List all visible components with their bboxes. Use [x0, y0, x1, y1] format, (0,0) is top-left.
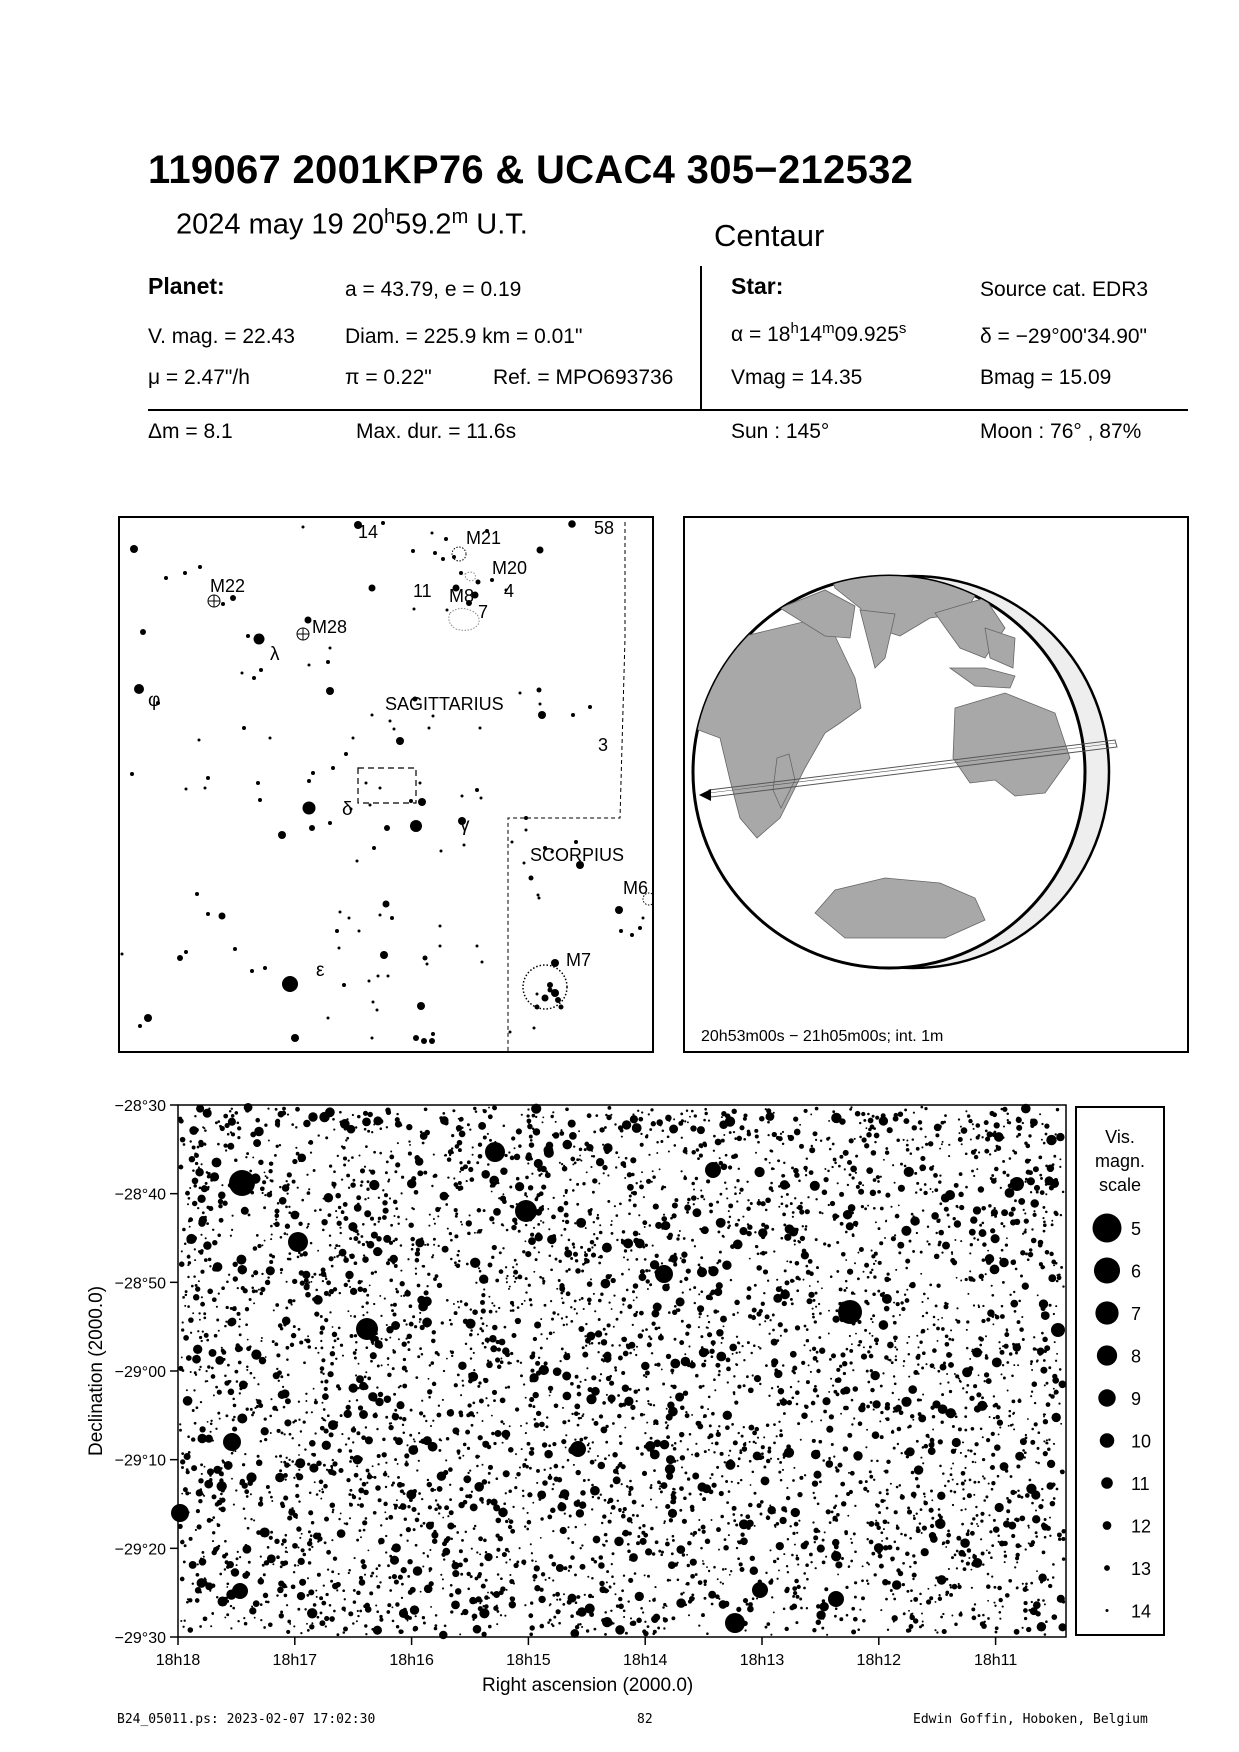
finder-star [389, 720, 392, 723]
legend-symbol [1098, 1389, 1115, 1406]
finder-star [121, 953, 124, 956]
finder-star [198, 739, 201, 742]
finder-star [574, 840, 578, 844]
finder-star [369, 585, 376, 592]
globe-caption: 20h53m00s − 21h05m00s; int. 1m [701, 1028, 944, 1045]
finder-star [476, 945, 479, 948]
finder-star [588, 705, 592, 709]
finder-star [536, 993, 539, 996]
finder-star [377, 975, 380, 978]
finder-star [429, 1038, 435, 1044]
label-lambda: λ [270, 644, 280, 665]
sun-elongation: Sun : 145° [731, 420, 830, 443]
table-rule [148, 409, 1188, 411]
finder-star [308, 664, 311, 667]
planet-orbit: a = 43.79, e = 0.19 [345, 278, 522, 301]
globe-svg [685, 518, 1187, 1051]
moon-info: Moon : 76° , 87% [980, 420, 1142, 443]
label-scorpius: SCORPIUS [530, 845, 625, 865]
planet-vmag: V. mag. = 22.43 [148, 325, 295, 348]
label-3: 3 [598, 735, 609, 755]
legend-mag-label: 5 [1131, 1219, 1142, 1239]
finder-star [250, 969, 254, 973]
finder-star [432, 715, 435, 718]
finder-star [393, 728, 396, 731]
finder-star [348, 917, 351, 920]
x-tick-label: 18h14 [622, 1652, 668, 1669]
footer-author: Edwin Goffin, Hoboken, Belgium [913, 1712, 1148, 1727]
finder-star [571, 713, 575, 717]
label-sagittarius: SAGITTARIUS [385, 694, 504, 714]
finder-star [221, 602, 225, 606]
legend-mag-label: 7 [1131, 1304, 1142, 1324]
finder-star [307, 779, 311, 783]
delta-mag: Δm = 8.1 [148, 420, 233, 443]
finder-star [177, 955, 183, 961]
finder-star [409, 799, 413, 803]
finder-star [134, 684, 144, 694]
finder-star [537, 547, 544, 554]
finder-star [413, 1035, 419, 1041]
finder-star [384, 825, 390, 831]
finder-chart-svg [120, 518, 652, 1051]
finder-star [619, 929, 623, 933]
finder-star [396, 737, 404, 745]
finder-star [198, 565, 202, 569]
finder-star [371, 714, 374, 717]
finder-star [642, 917, 645, 920]
label-m22: M22 [210, 576, 246, 596]
finder-star [433, 551, 437, 555]
finder-star [184, 950, 188, 954]
footer-page: 82 [637, 1712, 653, 1727]
star-field-frame [178, 1105, 1066, 1637]
finder-star [551, 959, 559, 967]
finder-star [542, 995, 549, 1002]
legend-mag-label: 8 [1131, 1346, 1142, 1367]
finder-star [311, 771, 315, 775]
page-title: 119067 2001KP76 & UCAC4 305−212532 [148, 148, 914, 192]
label-m28: M28 [312, 617, 348, 637]
label-7: 7 [478, 602, 489, 622]
y-tick-label: −28°50 [114, 1275, 166, 1293]
finder-chart [118, 516, 654, 1053]
finder-star [390, 916, 394, 920]
finder-star [246, 634, 250, 638]
finder-star [387, 975, 390, 978]
finder-star [380, 951, 388, 959]
finder-star [241, 672, 244, 675]
finder-star [338, 947, 341, 950]
finder-star [278, 831, 286, 839]
finder-star [630, 933, 634, 937]
finder-star [326, 660, 330, 664]
finder-star [185, 788, 188, 791]
finder-star [431, 532, 434, 535]
y-tick-label: −29°10 [114, 1452, 166, 1470]
finder-star [130, 545, 138, 553]
y-axis-label: Declination (2000.0) [86, 1285, 107, 1457]
x-tick-label: 18h17 [272, 1652, 318, 1669]
max-duration: Max. dur. = 11.6s [356, 420, 517, 443]
y-axis-ticks [115, 1098, 178, 1647]
legend-symbol [1103, 1521, 1112, 1530]
legend-symbol [1104, 1565, 1110, 1571]
label-4: 4 [504, 581, 515, 601]
legend-mag-label: 9 [1131, 1389, 1142, 1409]
planet-diam: Diam. = 225.9 km = 0.01" [345, 325, 583, 348]
star-field-chart [0, 1085, 1239, 1705]
finder-star [411, 549, 415, 553]
footer-file: B24_05011.ps: 2023-02-07 17:02:30 [117, 1712, 376, 1727]
finder-star [481, 961, 484, 964]
finder-star [615, 906, 623, 914]
legend-title-1: Vis. [1105, 1127, 1135, 1147]
finder-star [254, 634, 265, 645]
finder-star [417, 1002, 425, 1010]
finder-star [204, 787, 207, 790]
finder-star [537, 894, 540, 897]
finder-star [302, 526, 305, 529]
finder-star [441, 557, 445, 561]
finder-star [329, 647, 332, 650]
finder-star [371, 1037, 374, 1040]
finder-star [426, 963, 429, 966]
finder-star [195, 892, 199, 896]
star-delta: δ = −29°00'34.90" [980, 325, 1148, 348]
finder-star [242, 726, 246, 730]
x-tick-label: 18h15 [506, 1652, 551, 1669]
finder-star [533, 1027, 536, 1030]
finder-star [428, 727, 431, 730]
label-phi: φ [148, 690, 161, 711]
y-tick-label: −29°20 [114, 1541, 166, 1559]
label-m8: M8 [449, 586, 475, 606]
m22-globular-symbol [208, 595, 220, 607]
finder-star [263, 966, 267, 970]
finder-star [568, 520, 576, 528]
finder-star [206, 912, 210, 916]
finder-star [258, 798, 262, 802]
finder-star [344, 752, 348, 756]
finder-star [130, 772, 134, 776]
finder-star [548, 988, 553, 993]
y-tick-label: −28°40 [114, 1186, 166, 1204]
finder-star [259, 668, 263, 672]
finder-star [537, 688, 542, 693]
finder-star [381, 521, 385, 525]
label-m6: M6 [623, 878, 649, 898]
x-tick-label: 18h18 [155, 1652, 201, 1669]
finder-star [379, 787, 382, 790]
finder-star [547, 982, 553, 988]
star-source: Source cat. EDR3 [980, 278, 1149, 301]
globe-panel [683, 516, 1189, 1053]
legend-title-3: scale [1098, 1175, 1142, 1195]
legend-symbol [1093, 1214, 1122, 1243]
finder-star [206, 776, 210, 780]
object-class: Centaur [714, 218, 825, 253]
finder-star [539, 703, 542, 706]
x-tick-label: 18h12 [856, 1652, 902, 1669]
finder-star [369, 804, 372, 807]
column-divider [700, 266, 702, 410]
finder-star [538, 711, 546, 719]
legend-symbol [1095, 1301, 1118, 1324]
finder-star [305, 617, 312, 624]
legend-symbol [1106, 1609, 1109, 1612]
finder-star [459, 571, 463, 575]
constellation-boundary [508, 522, 625, 1051]
x-tick-label: 18h11 [973, 1652, 1018, 1669]
finder-star [555, 997, 561, 1003]
finder-star [418, 798, 426, 806]
finder-star [303, 802, 316, 815]
finder-star [339, 911, 342, 914]
label-11: 11 [413, 581, 432, 601]
finder-star [372, 1001, 375, 1004]
m7-cluster-symbol [523, 965, 567, 1009]
finder-star [511, 841, 514, 844]
finder-star [331, 766, 335, 770]
finder-star [372, 846, 376, 850]
x-axis-label: Right ascension (2000.0) [482, 1675, 694, 1696]
finder-star [410, 820, 422, 832]
x-axis-ticks [156, 1637, 1018, 1669]
m20-nebula-symbol [465, 572, 476, 581]
finder-star [446, 609, 449, 612]
planet-parallax: π = 0.22" [345, 366, 432, 389]
finder-star [413, 608, 416, 611]
finder-star [479, 727, 482, 730]
finder-star [638, 926, 642, 930]
finder-star [164, 576, 168, 580]
finder-star [440, 850, 443, 853]
finder-star [419, 782, 422, 785]
label-m21: M21 [466, 528, 502, 548]
finder-star [519, 692, 522, 695]
legend-symbol [1101, 1477, 1113, 1489]
planet-mu: μ = 2.47"/h [148, 366, 250, 389]
finder-star [444, 537, 448, 541]
label-14: 14 [358, 522, 379, 542]
finder-star [463, 844, 466, 847]
finder-star [480, 797, 483, 800]
finder-star [368, 980, 371, 983]
label-58: 58 [594, 518, 615, 538]
finder-star [509, 1031, 512, 1034]
target-field-box [358, 768, 416, 803]
finder-star [328, 821, 332, 825]
legend-mag-label: 10 [1131, 1431, 1152, 1452]
finder-star [423, 956, 428, 961]
m28-globular-symbol [297, 628, 309, 640]
finder-star [219, 913, 226, 920]
finder-star [342, 983, 346, 987]
finder-star [327, 1017, 330, 1020]
y-tick-label: −29°30 [114, 1630, 166, 1647]
finder-star [490, 578, 494, 582]
finder-star [138, 1024, 142, 1028]
legend-mag-label: 13 [1131, 1559, 1152, 1579]
finder-star [476, 580, 481, 585]
label-epsilon: ε [316, 960, 325, 981]
label-m7: M7 [566, 950, 592, 970]
finder-star [365, 782, 368, 785]
finder-star [335, 929, 339, 933]
finder-star [538, 897, 541, 900]
star-alpha: $\alpha = 18^h14^m09.925^s$ [731, 320, 907, 346]
finder-star [475, 788, 479, 792]
finder-star [291, 1034, 299, 1042]
finder-star [140, 629, 146, 635]
finder-star [358, 930, 361, 933]
m21-cluster-symbol [452, 547, 466, 561]
legend-title-2: magn. [1094, 1151, 1146, 1171]
legend-mag-label: 11 [1131, 1474, 1150, 1494]
finder-star [529, 876, 534, 881]
planet-ref: Ref. = MPO693736 [493, 366, 674, 389]
finder-star [309, 825, 315, 831]
legend-symbol [1097, 1345, 1117, 1365]
y-tick-label: −29°00 [114, 1364, 166, 1381]
finder-star [439, 945, 442, 948]
finder-star [326, 687, 334, 695]
x-tick-label: 18h13 [739, 1652, 785, 1669]
planet-heading: Planet: [148, 273, 225, 299]
finder-star [144, 1014, 152, 1022]
m8-nebula-symbol [449, 608, 479, 630]
finder-star [383, 901, 390, 908]
legend-symbol [1094, 1257, 1120, 1283]
finder-star [252, 676, 256, 680]
star-vmag: Vmag = 14.35 [731, 366, 863, 389]
finder-star [282, 976, 298, 992]
finder-star [376, 1009, 379, 1012]
star-heading: Star: [731, 273, 784, 299]
y-tick-label: −28°30 [114, 1098, 166, 1115]
finder-star [523, 862, 526, 865]
legend-mag-label: 14 [1131, 1601, 1152, 1622]
legend-mag-label: 6 [1131, 1261, 1142, 1282]
finder-star [431, 1032, 435, 1036]
label-delta: δ [342, 799, 353, 820]
finder-star [233, 947, 237, 951]
star-bmag: Bmag = 15.09 [980, 366, 1112, 389]
label-gamma: γ [460, 815, 470, 836]
finder-star [379, 914, 382, 917]
x-tick-label: 18h16 [389, 1652, 434, 1669]
legend-mag-label: 12 [1131, 1516, 1152, 1537]
legend-symbol [1100, 1433, 1115, 1448]
finder-star [183, 571, 187, 575]
event-date: 2024 may 19 20$^h$59.2$^m$ U.T. [176, 206, 528, 241]
finder-star [461, 795, 464, 798]
finder-star [559, 1005, 564, 1010]
finder-star [356, 860, 359, 863]
label-m20: M20 [492, 558, 528, 578]
finder-star [421, 1038, 427, 1044]
finder-star [525, 829, 528, 832]
finder-star [256, 781, 260, 785]
finder-star [352, 737, 355, 740]
finder-star [439, 925, 442, 928]
finder-star [269, 737, 272, 740]
